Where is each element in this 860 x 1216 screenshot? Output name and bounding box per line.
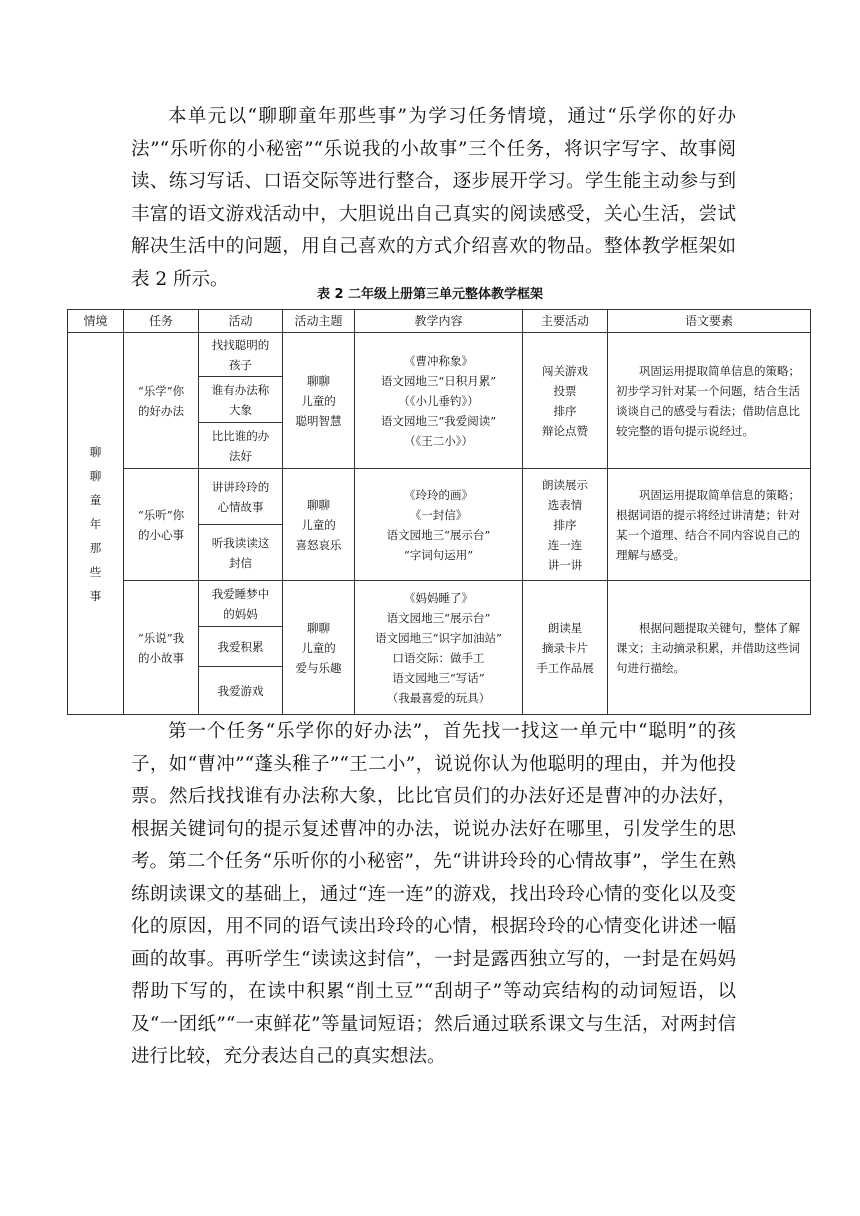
- main-activity-cell: 朗读展示 选表情 排序 连一连 讲一讲: [523, 469, 608, 581]
- header-cell: 活动: [199, 310, 283, 333]
- header-cell: 主要活动: [523, 310, 608, 333]
- teaching-framework-table: [67, 309, 811, 715]
- language-element-cell: 巩固运用提取简单信息的策略；根据词语的提示将经过讲清楚；针对某一个道理、结合不同内容说自己的理解与感受。: [608, 469, 811, 581]
- theme-cell: 聊聊 儿童的 聪明智慧: [283, 333, 355, 469]
- header-cell: 活动主题: [283, 310, 355, 333]
- table-header-row: [68, 310, 811, 333]
- content-cell: 《妈妈睡了》 语文园地三“展示台” 语文园地三“识字加油站” 口语交际：做手工 语文园地三“写话” （我最喜爱的玩具）: [355, 581, 523, 715]
- header-cell: 语文要素: [608, 310, 811, 333]
- header-cell: 情境: [68, 310, 124, 333]
- content-cell: 《玲玲的画》 《一封信》 语文园地三“展示台” “字词句运用”: [355, 469, 523, 581]
- table-caption: 表 2 二年级上册第三单元整体教学框架: [316, 287, 544, 302]
- table-row: [68, 469, 811, 525]
- table-row: [68, 333, 811, 377]
- activity-cell: 比比谁的办 法好: [199, 423, 283, 469]
- task-cell: “乐听”你 的小心事: [124, 469, 199, 581]
- header-cell: 教学内容: [355, 310, 523, 333]
- activity-cell: 找找聪明的 孩子: [199, 333, 283, 377]
- table-row: [68, 581, 811, 627]
- activity-cell: 我爱积累: [199, 627, 283, 667]
- activity-cell: 我爱睡梦中 的妈妈: [199, 581, 283, 627]
- header-cell: 任务: [124, 310, 199, 333]
- main-activity-cell: 闯关游戏 投票 排序 辩论点赞: [523, 333, 608, 469]
- theme-cell: 聊聊 儿童的 喜怒哀乐: [283, 469, 355, 581]
- activity-cell: 讲讲玲玲的 心情故事: [199, 469, 283, 525]
- theme-cell: 聊聊 儿童的 爱与乐趣: [283, 581, 355, 715]
- main-activity-cell: 朗读星 摘录卡片 手工作品展: [523, 581, 608, 715]
- activity-cell: 听我读读这 封信: [199, 525, 283, 581]
- language-element-cell: 根据问题提取关键句，整体了解课文；主动摘录积累，并借助这些词句进行描绘。: [608, 581, 811, 715]
- content-cell: 《曹冲称象》 语文园地三“日积月累” （《小儿垂钓》） 语文园地三“我爱阅读” （《王二小》）: [355, 333, 523, 469]
- activity-cell: 谁有办法称 大象: [199, 377, 283, 423]
- activity-cell: 我爱游戏: [199, 667, 283, 715]
- task2-paragraph: 第二个任务“乐听你的小秘密”，先“讲讲玲玲的心情故事”，学生在熟练朗读课文的基础上，通过“连一连”的游戏，找出玲玲心情的变化以及变化的原因，用不同的语气读出玲玲的心情，根据玲玲的心情变化讲述一幅画的故事。再听学生“读读这封信”，一封是露西独立写的，一封是在妈妈帮助下写的，在读中积累“削土豆”“刮胡子”等动宾结构的动词短语，以及“一团纸”“一束鲜花”等量词短语；然后通过联系课文与生活，对两封信进行比较，充分表达自己的真实想法。: [131, 851, 736, 1067]
- intro-paragraph: 本单元以“聊聊童年那些事”为学习任务情境，通过“乐学你的好办法”“乐听你的小秘密”“乐说我的小故事”三个任务，将识字写字、故事阅读、练习写话、口语交际等进行整合，逐步展开学习。学生能主动参与到丰富的语文游戏活动中，大胆说出自己真实的阅读感受，关心生活，尝试解决生活中的问题，用自己喜欢的方式介绍喜欢的物品。整体教学框架如表 2 所示。: [131, 106, 736, 290]
- task1-paragraph: 第一个任务“乐学你的好办法”，首先找一找这一单元中“聪明”的孩子，如“曹冲”“蓬头稚子”“王二小”，说说你认为他聪明的理由，并为他投票。然后找找谁有办法称大象，比比官员们的办法好还是曹冲的办法好，根据关键词句的提示复述曹冲的办法，说说办法好在哪里，引发学生的思考。: [131, 721, 736, 872]
- language-element-cell: 巩固运用提取简单信息的策略；初步学习针对某一个问题，结合生活谈谈自己的感受与看法；借助信息比较完整的语句提示说经过。: [608, 333, 811, 469]
- task-cell: “乐说”我 的小故事: [124, 581, 199, 715]
- task-cell: “乐学”你 的好办法: [124, 333, 199, 469]
- situation-cell: 聊 聊 童 年 那 些 事: [68, 333, 124, 715]
